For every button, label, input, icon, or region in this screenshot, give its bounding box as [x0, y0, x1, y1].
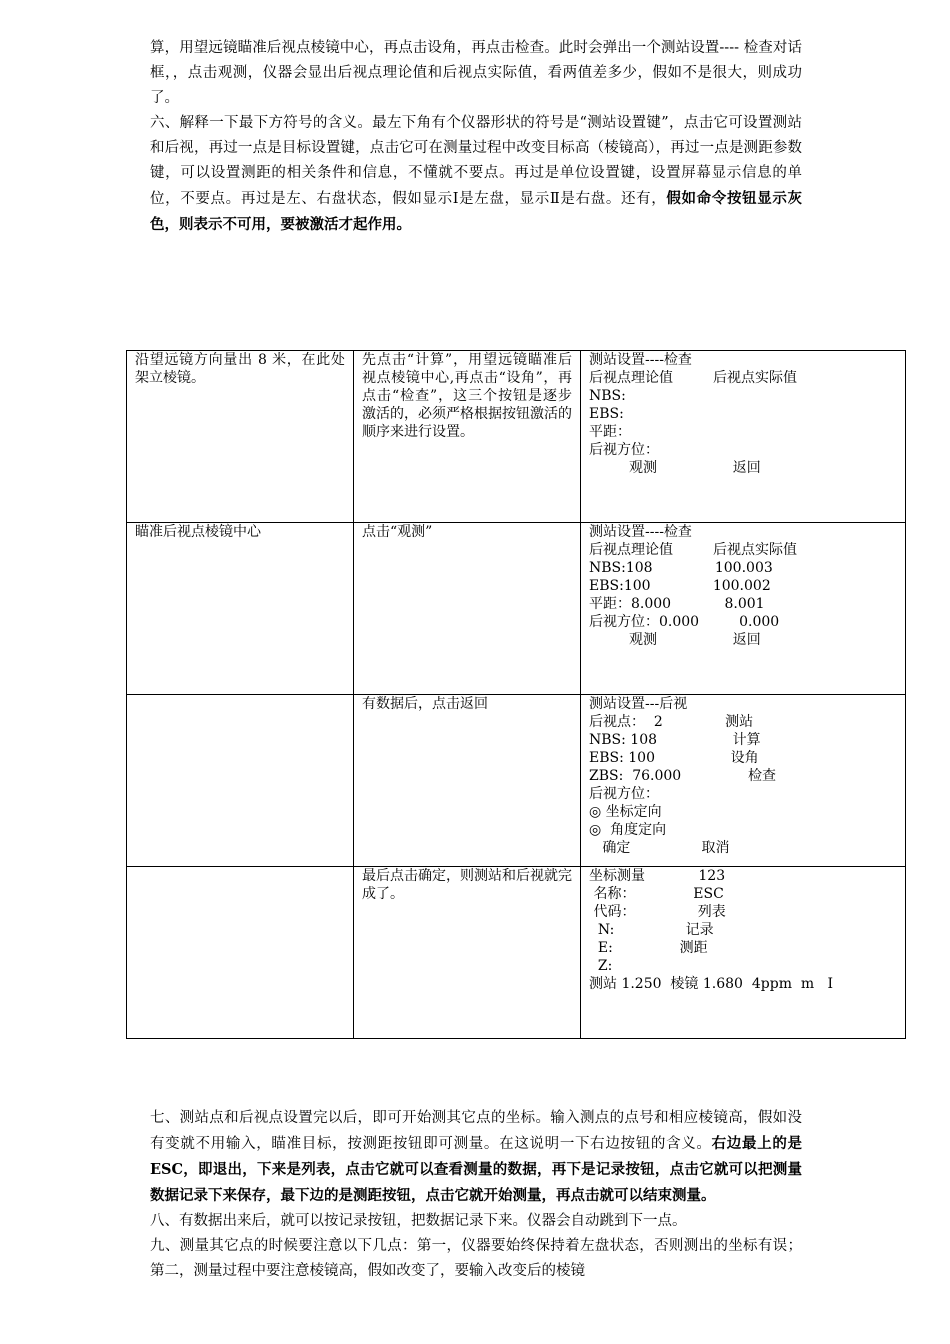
screen-line: 后视方位： — [589, 786, 659, 802]
paragraph-text: 六、解释一下最下方符号的含义。最左下角有个仪器形状的符号是“测站设置键”，点击它可设置测站和后视，再过一点是目标设置键，点击它可在测量过程中改变目标高（棱镜高），再过一点是测距参数键，可以设置测距的相关条件和信息，不懂就不要点。再过是单位设置键，设置屏幕显示信息的单位，不要点。再过是左、右盘状态，假如显示Ⅰ是左盘，显示Ⅱ是右盘。还有， — [150, 115, 802, 207]
screen-line: 坐标测量 123 — [589, 868, 726, 884]
table-row — [127, 867, 906, 1039]
screen-line: 测站设置----检查 — [589, 352, 692, 368]
screen-line: 平距： — [589, 424, 631, 440]
screen-line: 观测 返回 — [589, 632, 761, 648]
screen-line: NBS: 108 计算 — [589, 732, 761, 748]
screen-line: 后视点： 2 测站 — [589, 714, 754, 730]
paragraph-text: 八、有数据出来后，就可以按记录按钮，把数据记录下来。仪器会自动跳到下一点。 — [150, 1213, 687, 1229]
step-instruction-cell: 点击“观测” — [354, 523, 581, 695]
screen-display-cell — [581, 867, 906, 1039]
step-action-cell — [127, 695, 354, 867]
paragraph-text: 九、测量其它点的时候要注意以下几点：第一，仪器要始终保持着左盘状态，否则测出的坐标有误；第二，测量过程中要注意棱镜高，假如改变了，要输入改变后的棱镜 — [150, 1238, 802, 1279]
step-instruction-cell: 有数据后，点击返回 — [354, 695, 581, 867]
screen-line: 后视点理论值 后视点实际值 — [589, 542, 798, 558]
bottom-text-block — [150, 1106, 802, 1284]
screen-line: 后视方位：0.000 0.000 — [589, 614, 780, 630]
screen-line: 平距：8.000 8.001 — [589, 596, 765, 612]
screen-line: 测站 1.250 棱镜 1.680 4ppm m Ⅰ — [589, 976, 834, 992]
table-row — [127, 351, 906, 523]
step-instruction-cell: 最后点击确定，则测站和后视就完成了。 — [354, 867, 581, 1039]
paragraph — [150, 1106, 802, 1209]
screen-line: 确定 取消 — [589, 840, 730, 856]
step-action-cell: 瞄准后视点棱镜中心 — [127, 523, 354, 695]
paragraph — [150, 1209, 802, 1234]
screen-line: EBS:100 100.002 — [589, 578, 771, 594]
screen-line: NBS:108 100.003 — [589, 560, 773, 576]
screen-line: 名称： ESC — [589, 886, 724, 902]
screen-line: 后视方位： — [589, 442, 659, 458]
screen-display-cell — [581, 351, 906, 523]
screen-line: ◎ 坐标定向 — [589, 804, 662, 820]
screen-line: 观测 返回 — [589, 460, 761, 476]
screen-line: ◎ 角度定向 — [589, 822, 667, 838]
screen-line: NBS: — [589, 388, 626, 404]
procedure-table — [126, 350, 906, 1039]
screen-line: EBS: — [589, 406, 624, 422]
screen-line: N: 记录 — [589, 922, 714, 938]
screen-line: E: 测距 — [589, 940, 708, 956]
top-text-block — [150, 36, 802, 238]
table-row — [127, 695, 906, 867]
paragraph — [150, 1234, 802, 1284]
step-instruction-cell: 先点击“计算”，用望远镜瞄准后视点棱镜中心,再点击“设角”，再点击“检查”，这三个按钮是逐步激活的，必须严格根据按钮激活的顺序来进行设置。 — [354, 351, 581, 523]
screen-line: 后视点理论值 后视点实际值 — [589, 370, 798, 386]
table-row — [127, 523, 906, 695]
step-action-cell — [127, 867, 354, 1039]
step-action-cell: 沿望远镜方向量出 8 米，在此处架立棱镜。 — [127, 351, 354, 523]
screen-display-cell — [581, 695, 906, 867]
paragraph-text: 七、测站点和后视点设置完以后，即可开始测其它点的坐标。输入测点的点号和相应棱镜高，假如没有变就不用输入，瞄准目标，按测距按钮即可测量。在这说明一下右边按钮的含义。 — [150, 1110, 802, 1152]
screen-line: Z: — [589, 958, 613, 974]
screen-line: EBS: 100 设角 — [589, 750, 759, 766]
paragraph — [150, 111, 802, 238]
screen-display-cell — [581, 523, 906, 695]
paragraph-bold-text: 右边最上的是ESC，即退出，下来是列表，点击它就可以查看测量的数据，再下是记录按钮，点击它就可以把测量数据记录下来保存，最下边的是测距按钮，点击它就开始测量，再点击就可以结束测量。 — [150, 1135, 803, 1204]
paragraph: 算，用望远镜瞄准后视点棱镜中心，再点击设角，再点击检查。此时会弹出一个测站设置---- 检查对话框，，点击观测，仪器会显出后视点理论值和后视点实际值，看两值差多少，假如不是很大，则成功了。 — [150, 40, 802, 106]
screen-line: 代码： 列表 — [589, 904, 726, 920]
screen-line: 测站设置----检查 — [589, 524, 692, 540]
screen-line: 测站设置---后视 — [589, 696, 688, 712]
screen-line: ZBS: 76.000 检查 — [589, 768, 776, 784]
paragraph-bold-text: 假如命令按钮显示灰色，则表示不可用，要被激活才起作用。 — [150, 190, 802, 233]
